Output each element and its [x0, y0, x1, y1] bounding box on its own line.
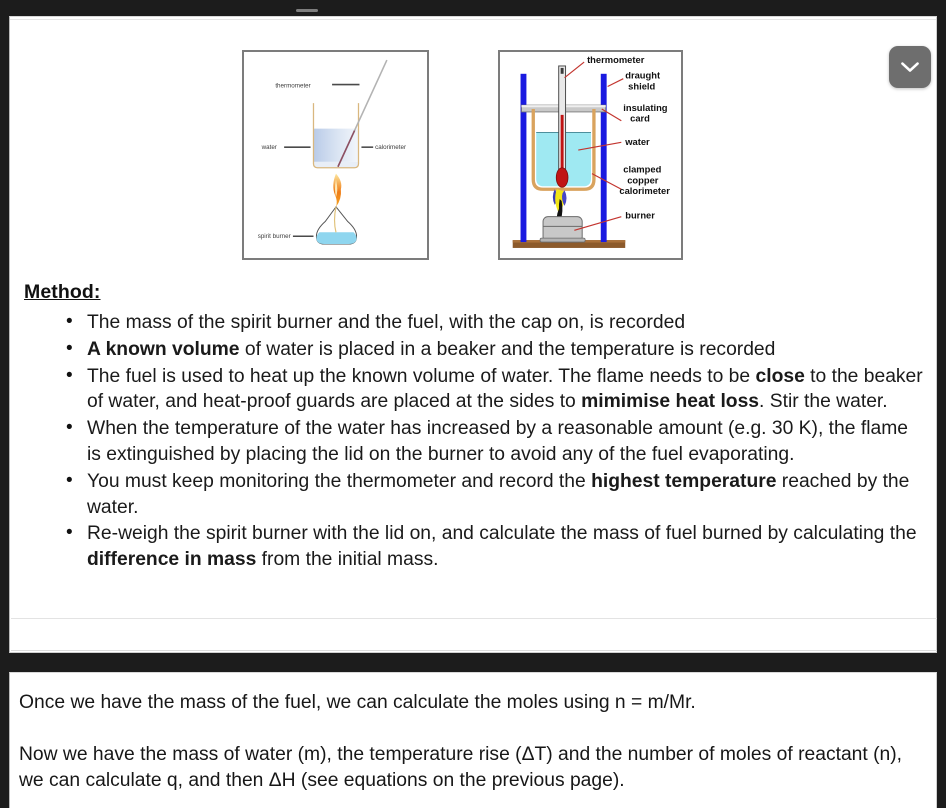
svg-text:copper: copper [627, 174, 659, 186]
card-top-hairline [10, 19, 936, 20]
method-bullet: • The fuel is used to heat up the known volume of water. The flame needs to be close to the beaker of water, and heat-proof guards are placed at the sides to mimimise heat loss. Stir the water. [24, 364, 924, 416]
method-heading: Method: [24, 281, 101, 303]
horizontal-divider-2 [11, 650, 937, 651]
figure-2-drawing [500, 52, 681, 258]
figure-1-drawing [244, 52, 427, 258]
top-dark-strip [0, 0, 946, 14]
svg-text:card: card [630, 112, 650, 124]
figure-row [10, 50, 938, 262]
bottom-text-block [19, 690, 925, 794]
bottom-paragraph-1: Once we have the mass of the fuel, we can calculate the moles using n = m/Mr. [19, 692, 696, 713]
svg-text:shield: shield [628, 80, 656, 92]
svg-text:thermometer: thermometer [587, 54, 645, 66]
figure-simple-calorimeter [242, 50, 429, 260]
method-section [24, 281, 924, 574]
svg-text:water: water [261, 144, 277, 152]
scroll-indicator[interactable] [296, 9, 318, 12]
horizontal-divider-1 [11, 618, 937, 619]
svg-text:calorimeter: calorimeter [619, 185, 670, 197]
svg-text:calorimeter: calorimeter [375, 144, 407, 152]
bottom-paragraph-2: Now we have the mass of water (m), the temperature rise (ΔT) and the number of moles of reactant (n), we can calculate q, and then ΔH (see equations on the previous page). [19, 744, 903, 791]
method-bullet: • Re-weigh the spirit burner with the lid on, and calculate the mass of fuel burned by calculating the difference in mass from the initial mass. [24, 521, 924, 573]
slide-page-bottom [9, 672, 937, 808]
method-bullet: • The mass of the spirit burner and the fuel, with the cap on, is recorded [24, 310, 924, 336]
svg-text:spirit burner: spirit burner [257, 233, 291, 241]
svg-text:insulating: insulating [623, 101, 668, 113]
svg-text:water: water [625, 136, 650, 148]
method-bullet: • When the temperature of the water has increased by a reasonable amount (e.g. 30 K), the flame is extinguished by placing the lid on the burner to avoid any of the fuel evaporating. [24, 416, 924, 468]
method-bullet-list [24, 310, 924, 573]
svg-text:burner: burner [625, 209, 655, 221]
figure-clamped-copper-calorimeter [498, 50, 683, 260]
method-bullet: • A known volume of water is placed in a beaker and the temperature is recorded [24, 337, 924, 363]
slide-page-top [9, 16, 937, 653]
svg-text:clamped: clamped [623, 163, 662, 175]
method-bullet: • You must keep monitoring the thermometer and record the highest temperature reached by the water. [24, 469, 924, 521]
svg-text:thermometer: thermometer [275, 82, 311, 90]
svg-text:draught: draught [625, 69, 661, 81]
